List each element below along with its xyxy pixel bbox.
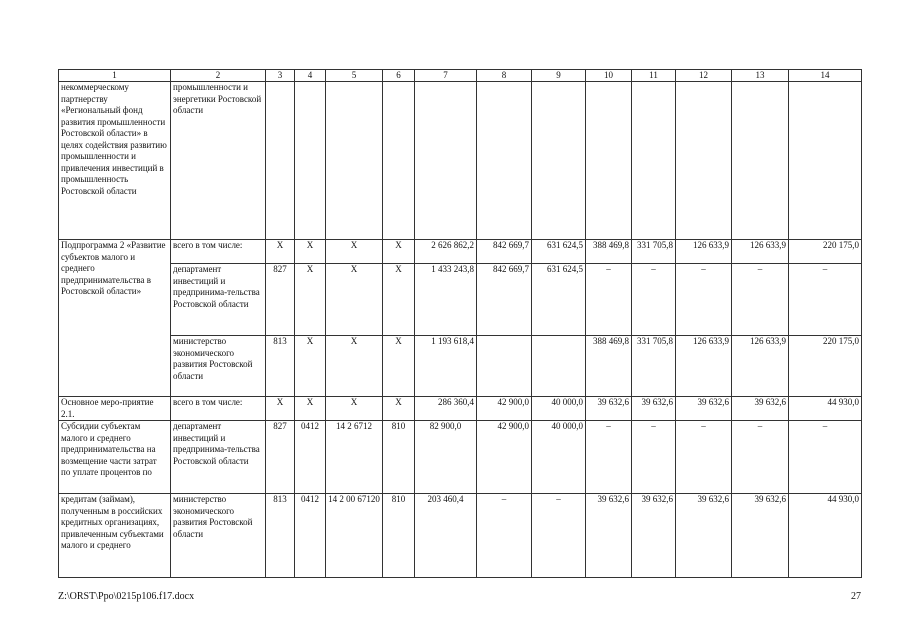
value-cell: Х — [295, 264, 326, 336]
value-cell: Х — [295, 240, 326, 264]
value-cell: – — [732, 264, 789, 336]
page-number: 27 — [851, 591, 861, 602]
header-cell: 6 — [383, 70, 415, 82]
value-cell: 331 705,8 — [632, 336, 676, 397]
row-executor: департамент инвестиций и предпринима-тельства Ростовской области — [171, 264, 266, 336]
value-cell: 1 433 243,8 — [415, 264, 477, 336]
value-cell: 126 633,9 — [732, 240, 789, 264]
value-cell: Х — [383, 397, 415, 421]
row-executor: всего в том числе: — [171, 240, 266, 264]
value-cell: 42 900,0 — [477, 421, 532, 494]
value-cell: – — [789, 421, 862, 494]
budget-table — [58, 69, 862, 578]
value-cell: 40 000,0 — [532, 421, 586, 494]
header-cell: 10 — [586, 70, 632, 82]
value-cell: 813 — [266, 494, 295, 578]
value-cell: 631 624,5 — [532, 240, 586, 264]
value-cell: 220 175,0 — [789, 240, 862, 264]
header-cell: 8 — [477, 70, 532, 82]
value-cell: 42 900,0 — [477, 397, 532, 421]
value-cell: 39 632,6 — [632, 397, 676, 421]
value-cell: 388 469,8 — [586, 240, 632, 264]
row-executor: всего в том числе: — [171, 397, 266, 421]
value-cell: – — [586, 264, 632, 336]
value-cell: 842 669,7 — [477, 264, 532, 336]
row-executor: департамент инвестиций и предпринима-тельства Ростовской области — [171, 421, 266, 494]
page-footer — [58, 591, 861, 602]
value-cell: – — [676, 421, 732, 494]
value-cell: 39 632,6 — [676, 397, 732, 421]
header-cell: 5 — [326, 70, 383, 82]
row-name: некоммерческому партнерству «Региональный фонд развития промышленности Ростовской области» в целях содействия развитию промышленности и привлечения инвестиций в промышленность Ростовской области — [59, 82, 171, 240]
value-cell: Х — [383, 240, 415, 264]
header-cell: 9 — [532, 70, 586, 82]
header-cell: 1 — [59, 70, 171, 82]
value-cell: 220 175,0 — [789, 336, 862, 397]
value-cell: 14 2 00 67120 — [326, 494, 383, 578]
value-cell: 39 632,6 — [586, 494, 632, 578]
table-row — [59, 240, 862, 264]
value-cell: 40 000,0 — [532, 397, 586, 421]
header-cell: 11 — [632, 70, 676, 82]
value-cell: 388 469,8 — [586, 336, 632, 397]
value-cell: – — [477, 494, 532, 578]
value-cell: 286 360,4 — [415, 397, 477, 421]
value-cell: 39 632,6 — [732, 397, 789, 421]
activity-name-continued: кредитам (займам), полученным в российских кредитных организациях, привлеченным субъектами малого и среднего — [59, 494, 171, 578]
table-row — [59, 494, 862, 578]
value-cell: – — [532, 494, 586, 578]
value-cell: 203 460,4 — [415, 494, 477, 578]
activity-name-continued: Субсидии субъектам малого и среднего предпринимательства на возмещение части затрат по уплате процентов по — [59, 421, 171, 494]
value-cell — [532, 336, 586, 397]
value-cell: 14 2 6712 — [326, 421, 383, 494]
header-cell: 4 — [295, 70, 326, 82]
value-cell: 827 — [266, 421, 295, 494]
activity-name: Основное меро-приятие 2.1. — [59, 397, 171, 421]
row-executor: промышленности и энергетики Ростовской области — [171, 82, 266, 240]
table-row — [59, 397, 862, 421]
value-cell: 2 626 862,2 — [415, 240, 477, 264]
value-cell: 331 705,8 — [632, 240, 676, 264]
value-cell: Х — [295, 336, 326, 397]
value-cell: – — [789, 264, 862, 336]
value-cell: – — [676, 264, 732, 336]
header-cell: 2 — [171, 70, 266, 82]
value-cell: 810 — [383, 421, 415, 494]
value-cell: Х — [383, 336, 415, 397]
value-cell: – — [632, 421, 676, 494]
value-cell: Х — [326, 397, 383, 421]
value-cell: Х — [326, 264, 383, 336]
value-cell: 39 632,6 — [632, 494, 676, 578]
table-row — [59, 421, 862, 494]
value-cell: 82 900,0 — [415, 421, 477, 494]
value-cell: – — [586, 421, 632, 494]
header-cell: 12 — [676, 70, 732, 82]
table-row — [59, 336, 862, 397]
value-cell: Х — [326, 336, 383, 397]
value-cell: 0412 — [295, 494, 326, 578]
value-cell: 39 632,6 — [732, 494, 789, 578]
header-cell: 7 — [415, 70, 477, 82]
value-cell: 44 930,0 — [789, 397, 862, 421]
header-cell: 13 — [732, 70, 789, 82]
header-cell: 3 — [266, 70, 295, 82]
value-cell: 39 632,6 — [586, 397, 632, 421]
subprogram-name: Подпрограмма 2 «Развитие субъектов малого и среднего предпринимательства в Ростовской области» — [59, 240, 171, 397]
value-cell: 126 633,9 — [676, 336, 732, 397]
value-cell: 126 633,9 — [732, 336, 789, 397]
header-row — [59, 70, 862, 82]
file-path: Z:\ORST\Ppo\0215p106.f17.docx — [58, 591, 195, 602]
row-executor: министерство экономического развития Ростовской области — [171, 336, 266, 397]
value-cell — [477, 336, 532, 397]
value-cell: 810 — [383, 494, 415, 578]
value-cell: Х — [383, 264, 415, 336]
value-cell: – — [632, 264, 676, 336]
value-cell: 827 — [266, 264, 295, 336]
value-cell: 0412 — [295, 421, 326, 494]
header-cell: 14 — [789, 70, 862, 82]
value-cell: Х — [266, 397, 295, 421]
value-cell: 39 632,6 — [676, 494, 732, 578]
value-cell: Х — [266, 240, 295, 264]
value-cell: Х — [295, 397, 326, 421]
value-cell: 631 624,5 — [532, 264, 586, 336]
value-cell: 1 193 618,4 — [415, 336, 477, 397]
value-cell: 126 633,9 — [676, 240, 732, 264]
table-row — [59, 264, 862, 336]
value-cell: Х — [326, 240, 383, 264]
value-cell: – — [732, 421, 789, 494]
value-cell: 842 669,7 — [477, 240, 532, 264]
row-executor: министерство экономического развития Ростовской области — [171, 494, 266, 578]
value-cell: 813 — [266, 336, 295, 397]
table-row — [59, 82, 862, 240]
value-cell: 44 930,0 — [789, 494, 862, 578]
